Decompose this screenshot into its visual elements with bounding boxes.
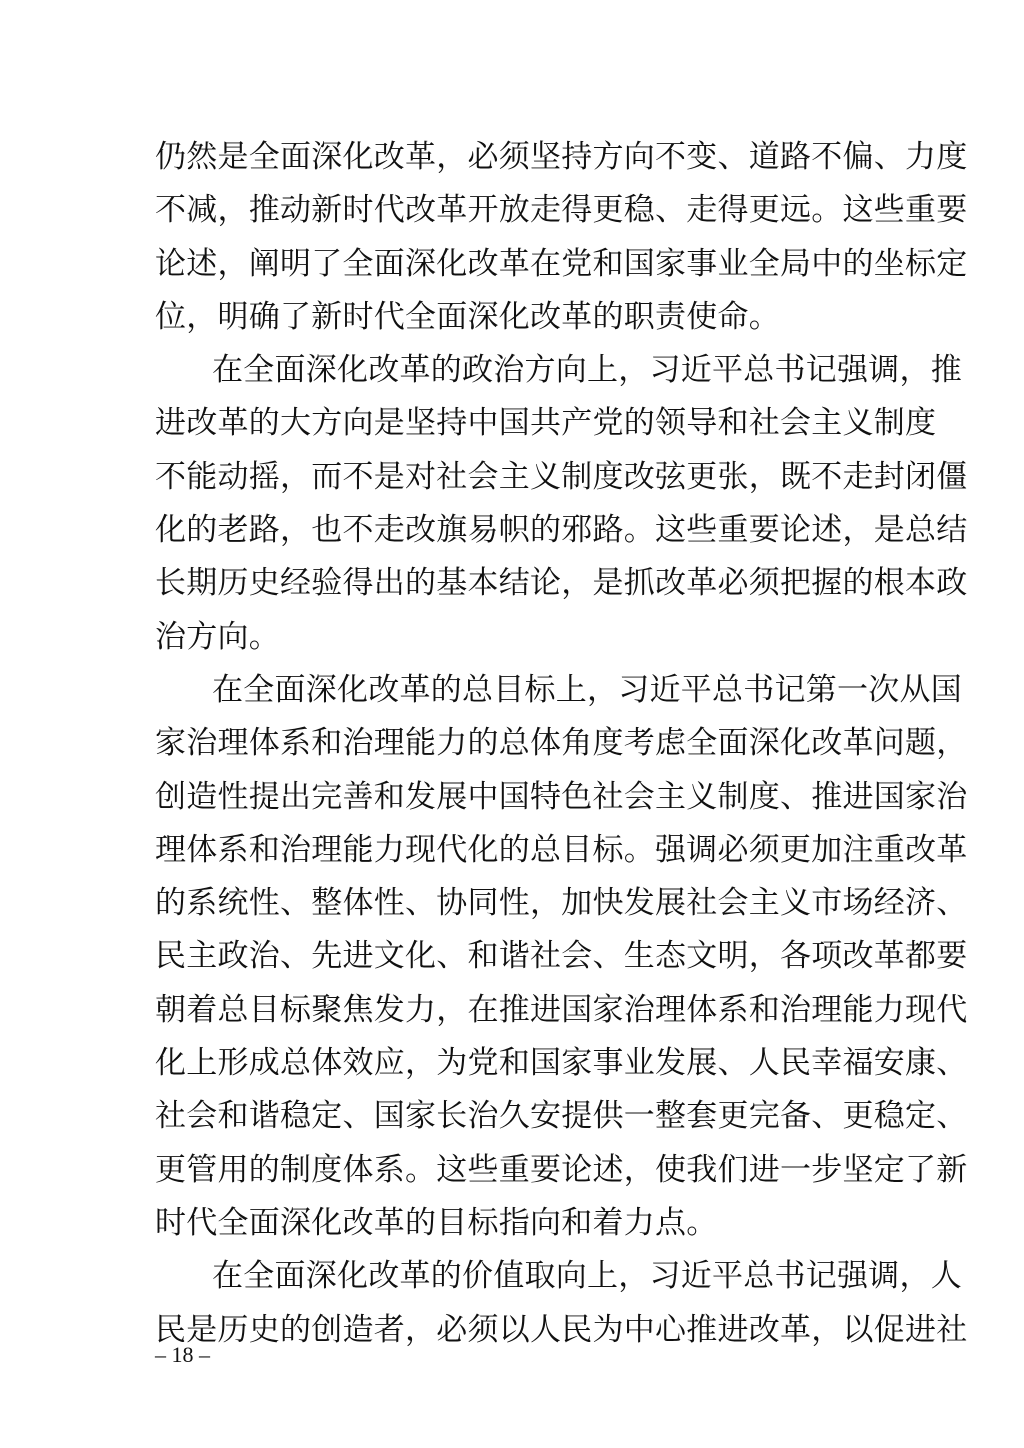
text-line: 治方向。 [155, 618, 280, 655]
text-line: 理体系和治理能力现代化的总目标。强调必须更加注重改革 [155, 831, 968, 868]
text-line: 不能动摇，而不是对社会主义制度改弦更张，既不走封闭僵 [155, 458, 968, 495]
text-line: 更管用的制度体系。这些重要论述，使我们进一步坚定了新 [155, 1151, 968, 1188]
text-line: 仍然是全面深化改革，必须坚持方向不变、道路不偏、力度 [155, 139, 968, 175]
text-line: 创造性提出完善和发展中国特色社会主义制度、推进国家治 [155, 778, 968, 815]
body-text [155, 131, 968, 1357]
text-line: 化上形成总体效应，为党和国家事业发展、人民幸福安康、 [155, 1045, 968, 1082]
text-line: 不减，推动新时代改革开放走得更稳、走得更远。这些重要 [155, 192, 968, 229]
text-line: 时代全面深化改革的目标指向和着力点。 [155, 1204, 718, 1241]
text-line: 长期历史经验得出的基本结论，是抓改革必须把握的根本政 [155, 565, 968, 602]
text-line: 位，明确了新时代全面深化改革的职责使命。 [155, 298, 780, 335]
page-number: – 18 – [155, 1342, 210, 1367]
text-line: 的系统性、整体性、协同性，加快发展社会主义市场经济、 [155, 885, 968, 922]
text-line: 朝着总目标聚焦发力，在推进国家治理体系和治理能力现代 [155, 991, 968, 1028]
text-line: 论述，阐明了全面深化改革在党和国家事业全局中的坐标定 [155, 245, 968, 282]
text-line: 社会和谐稳定、国家长治久安提供一整套更完备、更稳定、 [155, 1098, 968, 1135]
paragraph-first-line: 在全面深化改革的总目标上，习近平总书记第一次从国 [212, 671, 962, 708]
text-line: 进改革的大方向是坚持中国共产党的领导和社会主义制度 [155, 405, 937, 442]
text-line: 化的老路，也不走改旗易帜的邪路。这些重要论述，是总结 [155, 512, 968, 549]
text-line: 民主政治、先进文化、和谐社会、生态文明，各项改革都要 [155, 938, 968, 975]
paragraph-first-line: 在全面深化改革的政治方向上，习近平总书记强调，推 [212, 352, 962, 389]
text-line: 家治理体系和治理能力的总体角度考虑全面深化改革问题， [155, 725, 968, 762]
paragraph-first-line: 在全面深化改革的价值取向上，习近平总书记强调，人 [212, 1258, 962, 1295]
text-line: 民是历史的创造者，必须以人民为中心推进改革，以促进社 [155, 1311, 968, 1348]
